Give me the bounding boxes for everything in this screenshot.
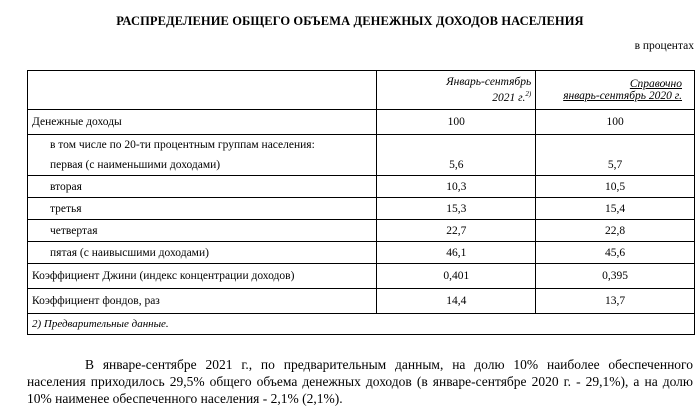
value-2021: 22,7 [377, 220, 536, 242]
value-2020: 0,395 [536, 264, 695, 289]
row-label: вторая [28, 176, 377, 198]
row-label: Коэффициент фондов, раз [28, 289, 377, 314]
row-label: Коэффициент Джини (индекс концентрации доходов) [28, 264, 377, 289]
value-2020 [536, 135, 695, 155]
page-title: РАСПРЕДЕЛЕНИЕ ОБЩЕГО ОБЪЕМА ДЕНЕЖНЫХ ДОХОДОВ НАСЕЛЕНИЯ [116, 14, 584, 28]
header-2021-line1: Январь-сентябрь [446, 76, 532, 89]
table-row [28, 154, 695, 176]
units-label: в процентах [634, 40, 694, 52]
table-row [28, 110, 695, 135]
row-label: Денежные доходы [32, 116, 122, 128]
value-2021: 14,4 [377, 289, 536, 314]
table-row [28, 264, 695, 289]
row-label: в том числе по 20-ти процентным группам населения: [28, 135, 377, 155]
value-2020: 22,8 [536, 220, 695, 242]
value-2020: 45,6 [536, 242, 695, 264]
value-2021: 0,401 [377, 264, 536, 289]
table-row [28, 220, 695, 242]
header-2020-line1: Справочно [629, 78, 682, 90]
table-row [28, 176, 695, 198]
value-2020: 10,5 [536, 176, 695, 198]
body-paragraph [27, 356, 693, 407]
value-2020: 15,4 [536, 198, 695, 220]
table-footnote-row [28, 314, 695, 335]
value-2021: 100 [377, 110, 536, 135]
table-row [28, 135, 695, 155]
table-row [28, 242, 695, 264]
row-label: первая (с наименьшими доходами) [50, 158, 221, 171]
row-label: четвертая [28, 220, 377, 242]
header-empty-cell [28, 71, 377, 110]
table-footnote: 2) Предварительные данные. [28, 314, 695, 335]
paragraph-text: В январе-сентябре 2021 г., по предварительным данным, на долю 10% наиболее обеспеченного населения приходилось 29,5% общего объема денежных доходов (в январе-сентябре 2020 г. - 29,1%), а на долю 10% наименее обеспеченного населения - 2,1% (2,1%). [27, 357, 693, 406]
header-2021 [377, 71, 536, 110]
header-2020-line2: январь-сентябрь 2020 г. [563, 90, 682, 102]
table-header-row [28, 71, 695, 110]
row-label: пятая (с наивысшими доходами) [28, 242, 377, 264]
value-2020: 100 [536, 110, 695, 135]
value-2021: 15,3 [377, 198, 536, 220]
header-2021-footnote-ref: 2) [525, 90, 532, 99]
table-row [28, 289, 695, 314]
row-label: третья [28, 198, 377, 220]
value-2021: 10,3 [377, 176, 536, 198]
value-2021 [377, 135, 536, 155]
value-2021: 46,1 [377, 242, 536, 264]
table-row [28, 198, 695, 220]
value-2021: 5,6 [377, 154, 536, 176]
value-2020: 13,7 [536, 289, 695, 314]
income-distribution-table [27, 70, 695, 335]
header-2021-line2: 2021 г. [492, 91, 526, 104]
value-2020: 5,7 [536, 154, 695, 176]
header-2020 [536, 71, 695, 110]
